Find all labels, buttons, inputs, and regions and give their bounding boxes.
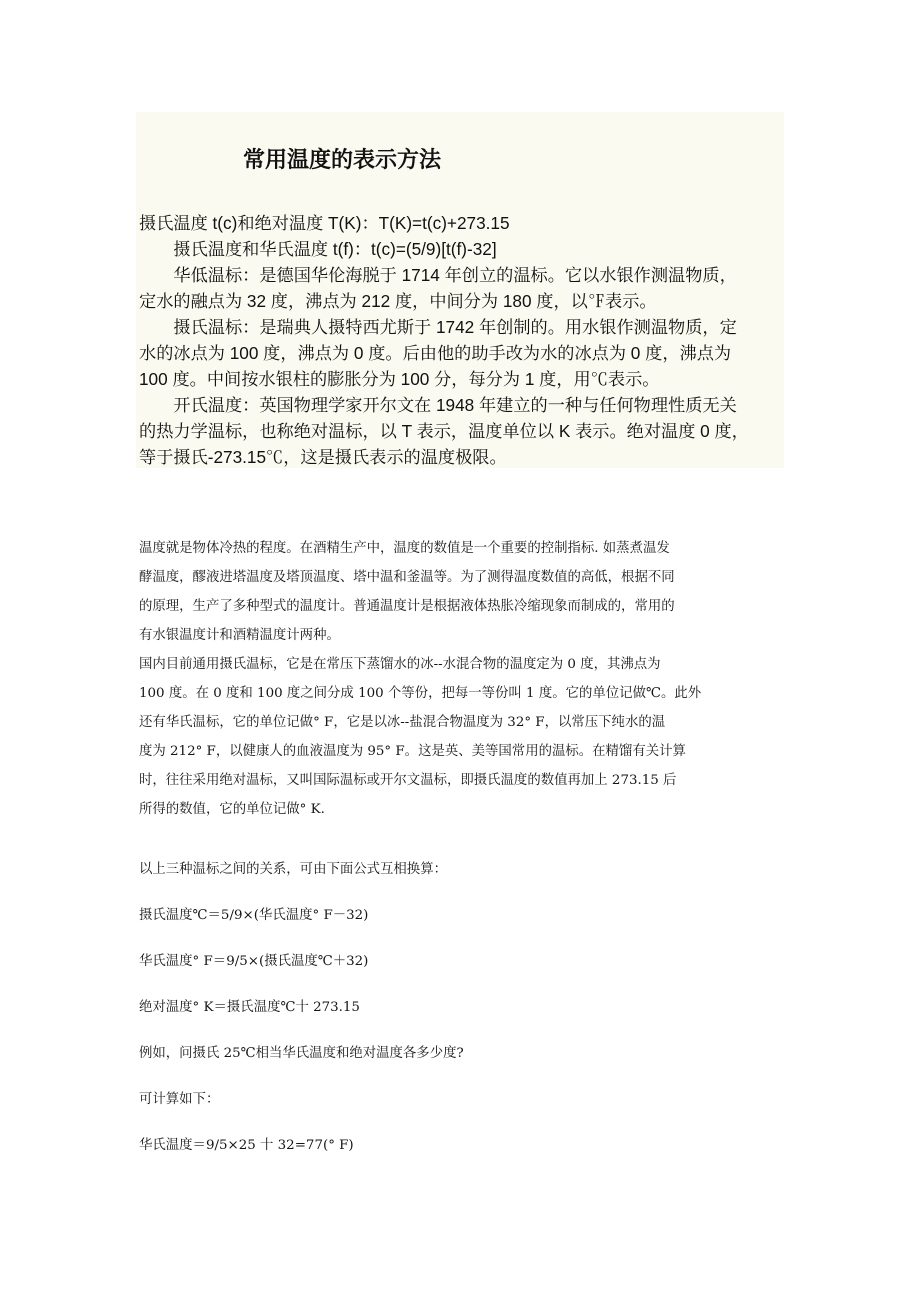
body-line: 所得的数值，它的单位记做° K. (139, 802, 325, 817)
body-line: 的原理，生产了多种型式的温度计。普通温度计是根据液体热胀冷缩现象而制成的，常用的 (139, 599, 675, 614)
page-title: 常用温度的表示方法 (243, 148, 442, 173)
formula-celsius-line: 摄氏温度℃＝5/9×(华氏温度° F－32) (139, 908, 369, 923)
box-text (139, 210, 784, 470)
box-line: 100 度。中间按水银柱的膨胀分为 100 分，每分为 1 度，用℃表示。 (139, 369, 660, 389)
calc-fahrenheit (139, 1131, 784, 1160)
box-line: 华低温标：是德国华伦海脱于 1714 年创立的温标。它以水银作测温物质， (139, 265, 737, 285)
box-line: 开氏温度：英国物理学家开尔文在 1948 年建立的一种与任何物理性质无关 (139, 395, 737, 415)
box-line: 摄氏温度和华氏温度 t(f)：t(c)=(5/9)[t(f)-32] (139, 239, 497, 259)
box-line: 摄氏温标：是瑞典人摄特西尤斯于 1742 年创制的。用水银作测温物质，定 (139, 317, 737, 337)
calc-intro (139, 1085, 784, 1114)
relation-line: 以上三种温标之间的关系，可由下面公式互相换算： (139, 862, 447, 877)
formula-fahrenheit-line: 华氏温度° F＝9/5×(摄氏温度℃＋32) (139, 954, 369, 969)
formula-celsius (139, 901, 784, 930)
body-line: 度为 212° F，以健康人的血液温度为 95° F。这是英、美等国常用的温标。在精馏有关计算 (139, 744, 686, 759)
box-line: 的热力学温标，也称绝对温标，以 T 表示，温度单位以 K 表示。绝对温度 0 度， (139, 421, 749, 441)
box-line: 定水的融点为 32 度，沸点为 212 度，中间分为 180 度，以℉表示。 (139, 291, 657, 311)
formula-fahrenheit (139, 947, 784, 976)
body-line: 时，往往采用绝对温标，又叫国际温标或开尔文温标，即摄氏温度的数值再加上 273.15 后 (139, 773, 677, 788)
body-line: 有水银温度计和酒精温度计两种。 (139, 628, 340, 643)
example-line: 例如，问摄氏 25℃相当华氏温度和绝对温度各多少度? (139, 1046, 464, 1061)
body-line: 国内目前通用摄氏温标，它是在常压下蒸馏水的冰--水混合物的温度定为 0 度，其沸点为 (139, 657, 661, 672)
calc-intro-line: 可计算如下： (139, 1092, 220, 1107)
example-question (139, 1039, 784, 1068)
body-line: 还有华氏温标，它的单位记做° F，它是以冰--盐混合物温度为 32° F，以常压下纯水的温 (139, 715, 666, 730)
calc-fahrenheit-line: 华氏温度＝9/5×25 十 32=77(° F) (139, 1138, 354, 1153)
box-line: 水的冰点为 100 度，沸点为 0 度。后由他的助手改为水的冰点为 0 度，沸点为 (139, 343, 732, 363)
body-line: 酵温度，醪液进塔温度及塔顶温度、塔中温和釜温等。为了测得温度数值的高低，根据不同 (139, 570, 675, 585)
box-line: 等于摄氏-273.15℃，这是摄氏表示的温度极限。 (139, 447, 507, 467)
body-paragraph (139, 534, 784, 824)
body-line: 100 度。在 0 度和 100 度之间分成 100 个等份，把每一等份叫 1 度。它的单位记做℃。此外 (139, 686, 702, 701)
body-line: 温度就是物体冷热的程度。在酒精生产中，温度的数值是一个重要的控制指标. 如蒸煮温发 (139, 541, 670, 556)
formula-kelvin (139, 993, 784, 1022)
formula-kelvin-line: 绝对温度° K＝摄氏温度℃十 273.15 (139, 1000, 360, 1015)
box-line: 摄氏温度 t(c)和绝对温度 T(K)：T(K)=t(c)+273.15 (139, 213, 510, 233)
relation-text (139, 855, 784, 884)
